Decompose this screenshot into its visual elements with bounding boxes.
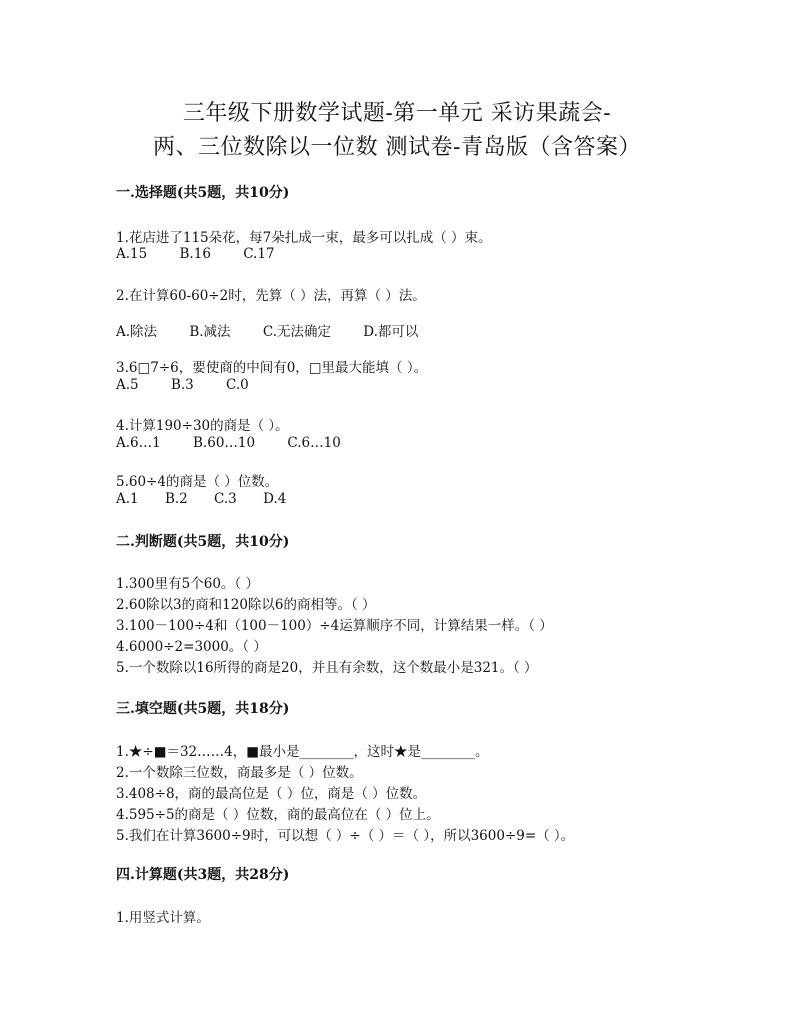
statement-line: 1.300里有5个60。（ ） — [116, 576, 259, 592]
section-heading-calculation: 四.计算题(共3题，共28分) — [116, 867, 290, 883]
question-options — [116, 377, 277, 393]
page-title-line-1: 三年级下册数学试题-第一单元 采访果蔬会- — [182, 101, 612, 126]
statement-line: 3.100－100÷4和（100－100）÷4运算顺序不同，计算结果一样。（ ） — [116, 618, 553, 634]
page-title-line-2: 两、三位数除以一位数 测试卷-青岛版（含答案） — [153, 135, 641, 160]
fill-blank-line: 3.408÷8，商的最高位是（ ）位，商是（ ）位数。 — [116, 786, 427, 802]
option: C.3 — [214, 491, 237, 507]
question-options — [116, 435, 369, 451]
statement-line: 4.6000÷2=3000。（ ） — [116, 639, 267, 655]
question-text: 4.计算190÷30的商是（ ）。 — [116, 418, 289, 434]
fill-blank-line: 5.我们在计算3600÷9时，可以想（ ）÷（ ）＝（ ），所以3600÷9=（ ）。 — [116, 828, 575, 844]
option: A.15 — [116, 246, 148, 262]
question-options — [116, 320, 446, 340]
question-options — [116, 491, 308, 507]
option: A.5 — [116, 377, 139, 393]
question-options — [116, 246, 303, 262]
option: B.60…10 — [193, 435, 256, 451]
option: C.无法确定 — [262, 324, 331, 340]
option: B.3 — [170, 377, 194, 393]
section-heading-choice: 一.选择题(共5题，共10分) — [116, 185, 290, 201]
fill-blank-line: 4.595÷5的商是（ ）位数，商的最高位在（ ）位上。 — [116, 807, 440, 823]
section-heading-fill-blank: 三.填空题(共5题，共18分) — [116, 701, 290, 717]
option: C.0 — [226, 377, 249, 393]
section-heading-judgement: 二.判断题(共5题，共10分) — [116, 534, 290, 550]
question-text: 2.在计算60-60÷2时，先算（ ）法，再算（ ）法。 — [116, 288, 426, 304]
option: D.4 — [263, 491, 287, 507]
option: B.16 — [179, 246, 211, 262]
option: B.减法 — [189, 324, 231, 340]
question-text: 3.6□7÷6，要使商的中间有0，□里最大能填（ ）。 — [116, 360, 428, 376]
option: A.6…1 — [116, 435, 161, 451]
option: A.1 — [116, 491, 139, 507]
fill-blank-line: 1.★÷■＝32……4，■最小是________，这时★是________。 — [116, 744, 489, 760]
option: B.2 — [164, 491, 188, 507]
option: C.6…10 — [287, 435, 341, 451]
statement-line: 2.60除以3的商和120除以6的商相等。（ ） — [116, 597, 376, 613]
option: A.除法 — [116, 324, 158, 340]
option: D.都可以 — [363, 324, 419, 340]
option: C.17 — [243, 246, 275, 262]
question-text: 1.花店进了115朵花，每7朵扎成一束，最多可以扎成（ ）束。 — [116, 230, 492, 246]
calculation-instruction: 1.用竖式计算。 — [116, 910, 210, 926]
question-text: 5.60÷4的商是（ ）位数。 — [116, 474, 279, 490]
statement-line: 5.一个数除以16所得的商是20，并且有余数，这个数最小是321。（ ） — [116, 660, 538, 676]
fill-blank-line: 2.一个数除三位数，商最多是（ ）位数。 — [116, 765, 363, 781]
